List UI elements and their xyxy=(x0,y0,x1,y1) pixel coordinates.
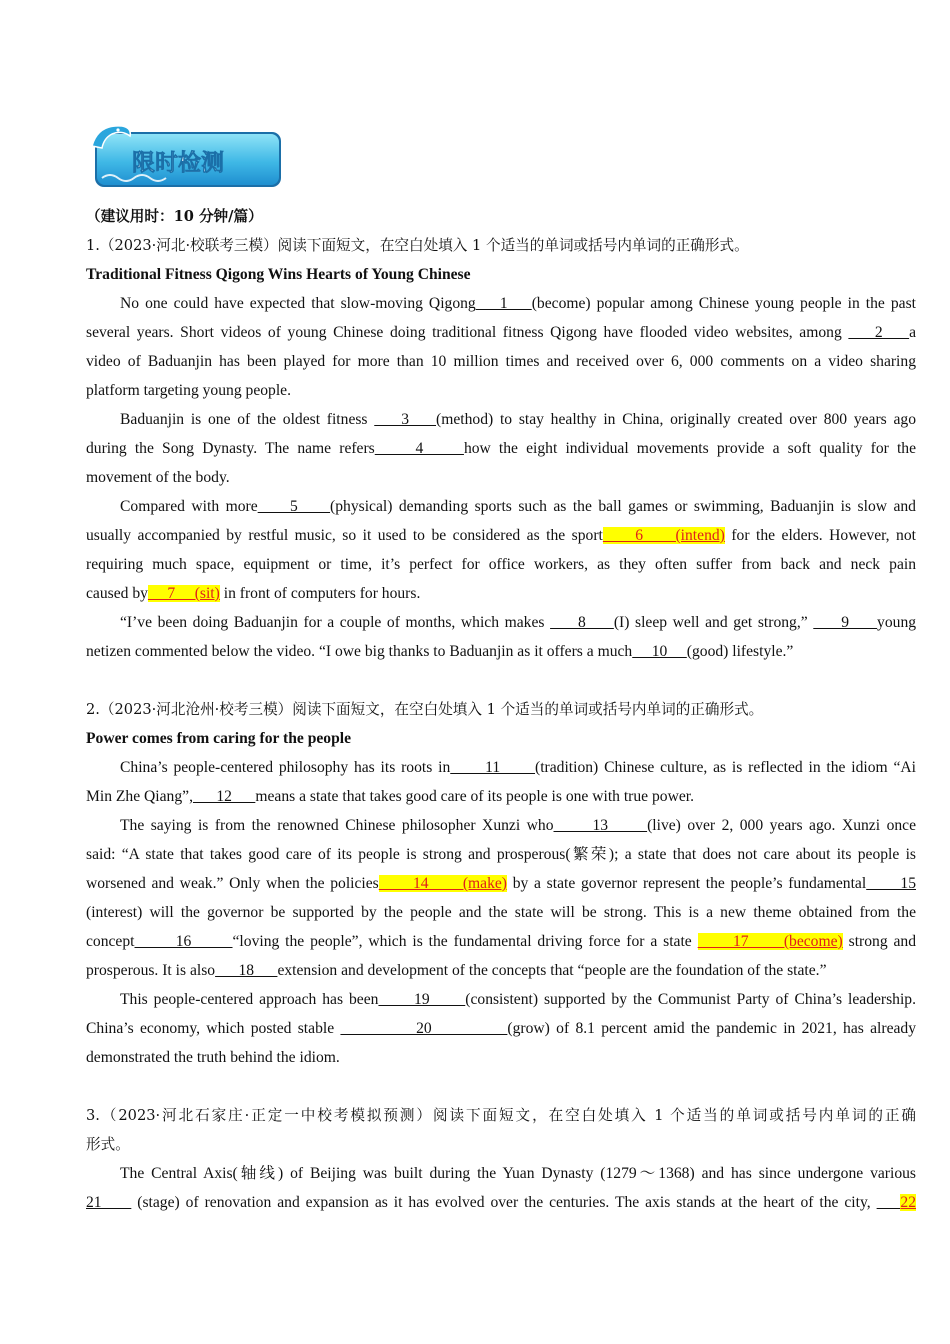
section-2-source: 2.（2023·河北沧州·校考三模）阅读下面短文，在空白处填入 1 个适当的单词或括号内单词的正确形式。 xyxy=(86,701,764,718)
blank-10[interactable]: 10 xyxy=(632,643,687,660)
blank-4[interactable]: 4 xyxy=(374,440,464,457)
blank-14[interactable]: 14 (make) xyxy=(378,875,508,892)
s2-p2-line4: (interest) will the governor be supported by the people and the state will be strong. This is a new theme obtained from the xyxy=(86,904,916,921)
s1-p3-line3: requiring much space, equipment or time, it’s perfect for office workers, as they often suffer from back and neck pain xyxy=(86,556,916,573)
time-note: （建议用时：10 分钟/篇） xyxy=(86,208,263,225)
s1-p1-line4: platform targeting young people. xyxy=(86,382,291,399)
blank-6[interactable]: 6 (intend) xyxy=(602,527,725,544)
s1-p3-line1: Compared with more 5 (physical) demanding sports such as the ball games or swimming, Baduanjin is slow and xyxy=(120,498,916,515)
s2-p1-line1: China’s people-centered philosophy has its roots in 11 (tradition) Chinese culture, as is reflected in the idiom “Ai xyxy=(120,759,916,776)
spacer xyxy=(86,666,916,695)
section-3-source-line1: 3.（2023·河北石家庄·正定一中校考模拟预测）阅读下面短文，在空白处填入 1 个适当的单词或括号内单词的正确 xyxy=(86,1107,916,1124)
s1-p4-line2: netizen commented below the video. “I owe big thanks to Baduanjin as it offers a much 10 (good) lifestyle.” xyxy=(86,643,794,660)
s2-p2-line6: prosperous. It is also 18 extension and development of the concepts that “people are the foundation of the state.” xyxy=(86,962,827,979)
s2-p2-line2: said: “A state that takes good care of its people is strong and prosperous(繁荣); a state that does not care about its people is xyxy=(86,846,916,863)
s1-p2-line1: Baduanjin is one of the oldest fitness 3 (method) to stay healthy in China, originally created over 800 years ago xyxy=(120,411,916,428)
blank-21[interactable]: 21 xyxy=(86,1194,132,1211)
blank-11[interactable]: 11 xyxy=(450,759,536,776)
section-1-source: 1.（2023·河北·校联考三模）阅读下面短文，在空白处填入 1 个适当的单词或括号内单词的正确形式。 xyxy=(86,237,749,254)
s1-p2-line2: during the Song Dynasty. The name refers 4 how the eight individual movements provide a soft quality for the xyxy=(86,440,916,457)
blank-5[interactable]: 5 xyxy=(257,498,331,515)
s2-p2-line3: worsened and weak.” Only when the policies 14 (make) by a state governor represent the people’s fundamental 15 xyxy=(86,875,916,892)
blank-18[interactable]: 18 xyxy=(215,962,278,979)
s2-p3-line1: This people-centered approach has been 19 (consistent) supported by the Communist Party of China’s leadership. xyxy=(120,991,916,1008)
s1-p3-line2: usually accompanied by restful music, so it used to be considered as the sport 6 (intend) for the elders. However, not xyxy=(86,527,916,544)
blank-19[interactable]: 19 xyxy=(378,991,466,1008)
blank-7[interactable]: 7 (sit) xyxy=(147,585,220,602)
s3-p1-line1: The Central Axis(轴线) of Beijing was built during the Yuan Dynasty (1279～1368) and has since undergone various xyxy=(120,1165,916,1182)
section-1-title: Traditional Fitness Qigong Wins Hearts of Young Chinese xyxy=(86,266,471,283)
blank-3[interactable]: 3 xyxy=(374,411,437,428)
s1-p1-line3: video of Baduanjin has been played for more than 10 million times and received over 6, 000 comments on a video sharing xyxy=(86,353,916,370)
blank-2[interactable]: 2 xyxy=(848,324,910,341)
blank-17[interactable]: 17 (become) xyxy=(697,933,843,950)
blank-22-prefix xyxy=(877,1194,901,1211)
blank-12[interactable]: 12 xyxy=(192,788,256,805)
section-3-source-line2: 形式。 xyxy=(86,1136,130,1153)
exercise-document xyxy=(86,202,916,1217)
s1-p2-line3: movement of the body. xyxy=(86,469,230,486)
blank-15[interactable]: 15 xyxy=(866,875,916,892)
s3-p1-line2: 21 (stage) of renovation and expansion as it has evolved over the centuries. The axis stands at the heart of the city, 22 xyxy=(86,1194,916,1211)
section-2-title: Power comes from caring for the people xyxy=(86,730,352,747)
s2-p2-line1: The saying is from the renowned Chinese philosopher Xunzi who 13 (live) over 2, 000 years ago. Xunzi once xyxy=(120,817,916,834)
blank-13[interactable]: 13 xyxy=(553,817,648,834)
blank-22[interactable]: 22 xyxy=(900,1194,916,1211)
s2-p2-line5: concept 16 “loving the people”, which is the fundamental driving force for a state 17 (become) strong and xyxy=(86,933,916,950)
s1-p1-line2: several years. Short videos of young Chinese doing traditional fitness Qigong have flooded video websites, among 2 a xyxy=(86,324,916,341)
s2-p3-line3: demonstrated the truth behind the idiom. xyxy=(86,1049,340,1066)
s1-p4-line1: “I’ve been doing Baduanjin for a couple of months, which makes 8 (I) sleep well and get strong,” 9 young xyxy=(120,614,916,631)
s1-p1-line1: No one could have expected that slow-moving Qigong 1 (become) popular among Chinese young people in the past xyxy=(120,295,916,312)
blank-20[interactable]: 20 xyxy=(340,1020,508,1037)
blank-9[interactable]: 9 xyxy=(813,614,878,631)
section-banner xyxy=(88,118,284,192)
blank-16[interactable]: 16 xyxy=(134,933,233,950)
spacer xyxy=(86,1072,916,1101)
blank-1[interactable]: 1 xyxy=(475,295,532,312)
blank-8[interactable]: 8 xyxy=(550,614,614,631)
s2-p3-line2: China’s economy, which posted stable 20 (grow) of 8.1 percent amid the pandemic in 2021, has already xyxy=(86,1020,916,1037)
s2-p1-line2: Min Zhe Qiang”, 12 means a state that takes good care of its people is one with true power. xyxy=(86,788,695,805)
s1-p3-line4: caused by 7 (sit) in front of computers for hours. xyxy=(86,585,421,602)
banner-title: 限时检测 xyxy=(132,150,224,176)
